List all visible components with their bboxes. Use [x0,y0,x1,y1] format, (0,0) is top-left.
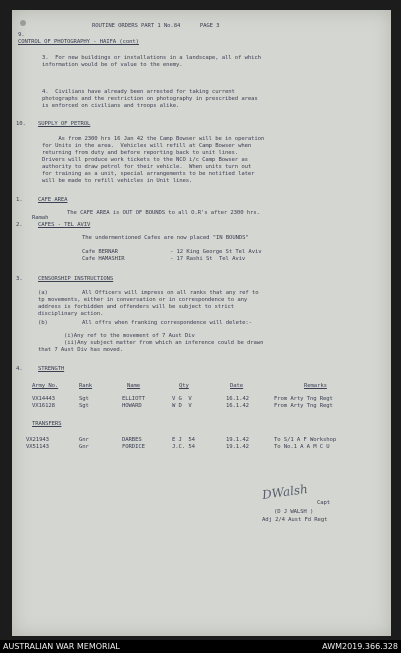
punch-hole [20,20,26,26]
strength-row-2-remarks: From Arty Tng Regt [274,403,333,409]
censorship-a-label: (a) [38,290,48,296]
petrol-line7: will be made to refill vehicles in Unit lines. [42,178,193,184]
transfer-row-2-name: FORDICE [122,444,145,450]
censorship-b-item2: (ii)Any subject matter from which an inference could be drawn [64,340,264,346]
strength-row-1-army-no: VX14443 [32,396,55,402]
section-title: CONTROL OF PHOTOGRAPHY - HAIFA (cont) [18,39,139,45]
transfer-row-2-qty: J.C. 54 [172,444,195,450]
col-name: Name [127,383,141,389]
strength-row-2-rank: Sgt [79,403,89,409]
strength-row-1-rank: Sgt [79,396,89,402]
photo-item4-line2: photographs and the restriction on photography in prescribed areas [42,96,258,102]
petrol-title: SUPPLY OF PETROL [38,121,91,127]
section-number: 9. [18,32,25,38]
censorship-a-line2: tp movements, either in conversation or in correspondence to any [38,297,248,303]
cafe-row-1-address: - 12 King George St Tel Aviv [170,249,262,255]
signature-appointment: Adj 2/4 Aust Fd Regt [262,517,328,523]
censorship-number: 3. [16,276,23,282]
strength-number: 4. [16,366,23,372]
cafe-row-1-name: Cafe BERNAR [82,249,118,255]
cafe-area-text: The CAFE AREA is OUT OF BOUNDS to all O.R's after 2300 hrs. [67,210,260,216]
cafe-row-2-address: - 17 Rashi St Tel Aviv [170,256,246,262]
signature-name: (D J WALSH ) [274,509,314,515]
petrol-line1: As from 2300 hrs 16 Jan 42 the Camp Bowser will be in operation [42,136,265,142]
petrol-line5: authority to draw petrol for their vehicle. When units turn out [42,164,252,170]
col-qty: Qty [179,383,189,389]
footer-source: AUSTRALIAN WAR MEMORIAL [3,642,120,651]
petrol-line4: Drivers will produce work tickets to the NCO i/c Camp Bowser as [42,157,248,163]
transfer-row-2-rank: Gnr [79,444,89,450]
strength-row-2-qty: W D V [172,403,192,409]
transfer-row-2-date: 19.1.42 [226,444,249,450]
strength-row-2-date: 16.1.42 [226,403,249,409]
cafes-intro: The undermentioned Cafes are now placed "IN BOUNDS" [82,235,249,241]
strength-row-1-name: ELLIOTT [122,396,145,402]
photo-item3-line1: 3. For new buildings or installations in a landscape, all of which [42,55,261,61]
petrol-line2: for Units in the area. Vehicles will refill at Camp Bowser when [42,143,252,149]
cafes-title: CAFES - TEL AVIV [38,222,91,228]
cafe-area-title: CAFE AREA [38,197,68,203]
col-remarks: Remarks [304,383,327,389]
petrol-line3: returning from duty and before reporting back to unit lines. [42,150,239,156]
censorship-a-line4: disciplinary action. [38,311,104,317]
strength-row-1-qty: V G V [172,396,192,402]
handwritten-signature: DWalsh [261,481,309,503]
photo-item4-line3: is enforced on civilians and troops alike. [42,103,180,109]
transfer-row-1-army-no: VX21943 [26,437,49,443]
transfer-row-1-rank: Gnr [79,437,89,443]
photo-item3-line2: information would be of value to the enemy. [42,62,183,68]
strength-row-1-remarks: From Arty Tng Regt [274,396,333,402]
col-rank: Rank [79,383,93,389]
censorship-b-tail: that 7 Aust Div has moved. [38,347,123,353]
photo-item4-line1: 4. Civilians have already been arrested for taking current [42,89,235,95]
transfers-title: TRANSFERS [32,421,62,427]
petrol-number: 10. [16,121,26,127]
footer-bar [0,640,401,653]
transfer-row-2-remarks: To No.1 A A M C U [274,444,330,450]
censorship-a-line3: address is forbidden and offenders will be subject to strict [38,304,235,310]
censorship-b-item1: (i)Any ref to the movement of 7 Aust Div [64,333,195,339]
transfer-row-1-remarks: To S/1 A F Workshop [274,437,337,443]
transfer-row-1-name: DARBES [122,437,142,443]
censorship-b-label: (b) [38,320,48,326]
censorship-a-line1: All Officers will impress on all ranks that any ref to [82,290,259,296]
cafe-area-number: 1. [16,197,23,203]
petrol-line6: for training as a unit, special arrangements to be notified later [42,171,255,177]
strength-title: STRENGTH [38,366,65,372]
page-header: ROUTINE ORDERS PART 1 No.84 PAGE 3 [92,23,220,29]
cafe-row-2-name: Cafe HAMASHIR [82,256,125,262]
col-date: Date [230,383,244,389]
strength-row-1-date: 16.1.42 [226,396,249,402]
document-page [12,10,391,636]
cafe-area-subtitle: Ramah [32,215,49,221]
signature-rank: Capt [317,500,331,506]
cafes-number: 2. [16,222,23,228]
censorship-b-text: All offrs when franking correspondence will delete:- [82,320,252,326]
censorship-title: CENSORSHIP INSTRUCTIONS [38,276,114,282]
transfer-row-1-date: 19.1.42 [226,437,249,443]
transfer-row-1-qty: E J 54 [172,437,195,443]
footer-accession: AWM2019.366.328 [322,642,398,651]
strength-row-2-army-no: VX16128 [32,403,55,409]
transfer-row-2-army-no: VX51143 [26,444,49,450]
col-army-no: Army No. [32,383,59,389]
strength-row-2-name: HOWARD [122,403,142,409]
